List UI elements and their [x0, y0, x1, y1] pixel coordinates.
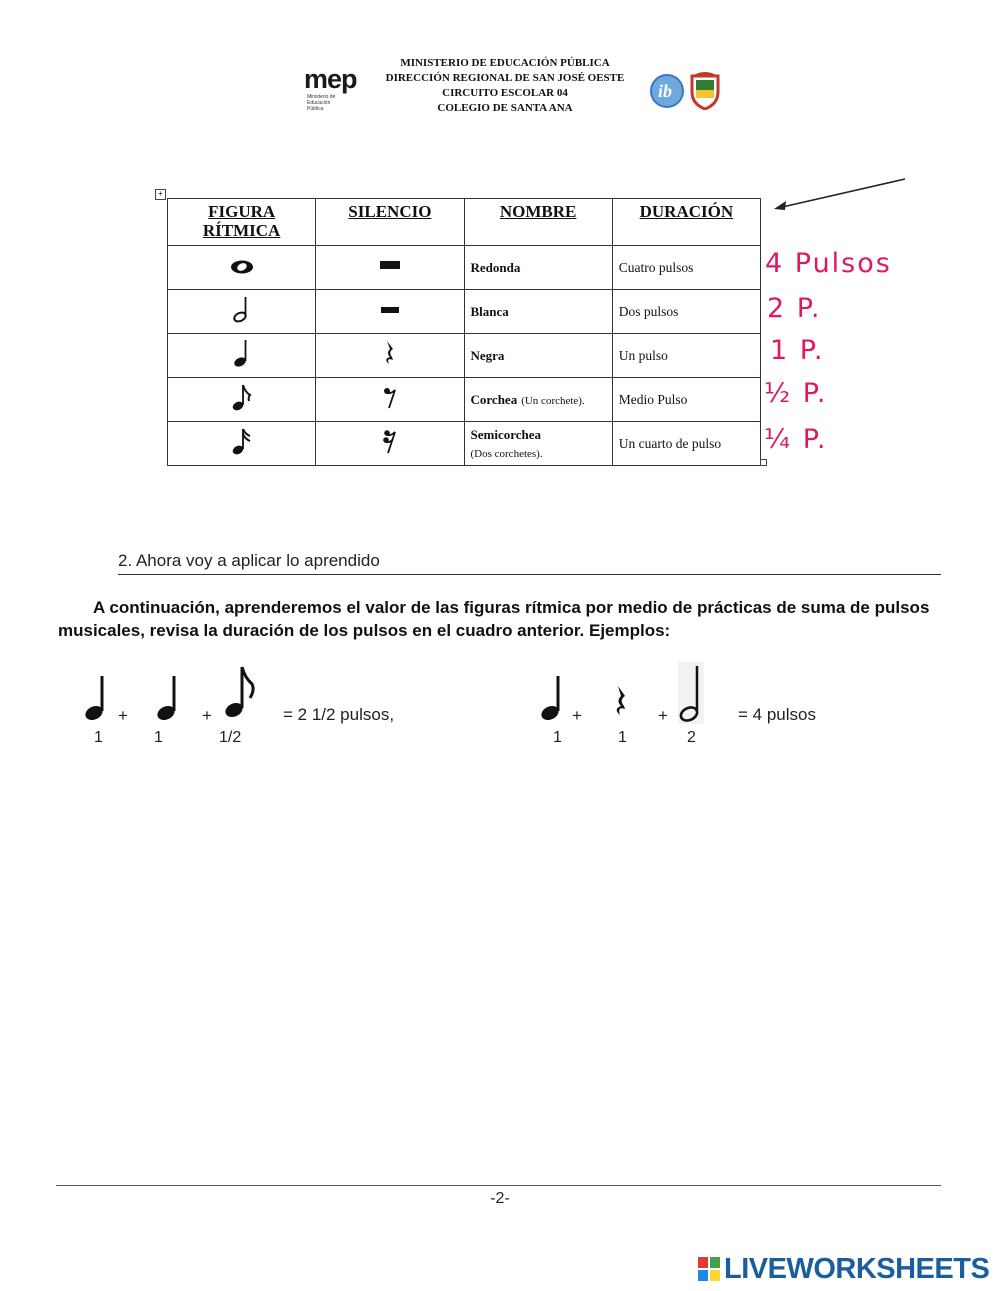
table-row-name: Semicorchea (Dos corchetes). [464, 422, 612, 466]
handwritten-note: 4 Pulsos [765, 248, 892, 279]
half-note-icon [168, 290, 316, 334]
arrow-icon [770, 175, 910, 215]
table-row-duration: Cuatro pulsos [612, 246, 760, 290]
table-row-name: Redonda [464, 246, 612, 290]
quarter-rest-icon [612, 684, 630, 718]
section-title: 2. Ahora voy a aplicar lo aprendido [118, 551, 380, 570]
example-value: 1 [618, 729, 627, 746]
eighth-note-icon [168, 378, 316, 422]
ib-logo-text: ib [658, 81, 673, 101]
rhythm-table [167, 198, 761, 466]
header-line-1: MINISTERIO DE EDUCACIÓN PÚBLICA [400, 57, 610, 69]
header-nombre: NOMBRE [464, 199, 612, 246]
table-row-name: Blanca [464, 290, 612, 334]
example-value: 2 [687, 729, 696, 746]
half-note-icon [678, 662, 704, 724]
mep-logo-subtext: Ministerio de Educación Pública [307, 94, 336, 112]
instructions-paragraph: A continuación, aprenderemos el valor de las figuras rítmica por medio de prácticas de suma de pulsos musicales, revisa la duración de los pulsos en el cuadro anterior. Ejemplos: [58, 598, 930, 640]
section-divider [118, 574, 941, 575]
table-row-name: Negra [464, 334, 612, 378]
mep-logo [304, 64, 366, 112]
liveworksheets-badge-icon [698, 1257, 720, 1281]
quarter-note-icon [168, 334, 316, 378]
whole-rest-icon [316, 246, 464, 290]
handwritten-note: 1 P. [770, 335, 825, 366]
table-move-handle[interactable]: + [155, 189, 166, 200]
table-row-duration: Un pulso [612, 334, 760, 378]
plus-sign: + [118, 706, 128, 725]
sixteenth-rest-icon [316, 422, 464, 466]
table-row-duration: Un cuarto de pulso [612, 422, 760, 466]
quarter-note-icon [156, 674, 182, 722]
whole-note-icon [168, 246, 316, 290]
plus-sign: + [202, 706, 212, 725]
handwritten-note: ¼ P. [764, 424, 828, 455]
table-row [168, 378, 761, 422]
example-value: 1/2 [219, 729, 242, 746]
school-crest-icon [688, 70, 722, 110]
ib-logo [650, 74, 684, 108]
eighth-note-icon [224, 664, 256, 720]
header-silencio: SILENCIO [316, 199, 464, 246]
header-duracion: DURACIÓN [612, 199, 760, 246]
example-value: 1 [553, 729, 562, 746]
table-row [168, 290, 761, 334]
plus-sign: + [572, 706, 582, 725]
page-number: -2- [490, 1190, 510, 1207]
example-value: 1 [94, 729, 103, 746]
table-resize-handle[interactable] [760, 459, 767, 466]
handwritten-note: ½ P. [764, 378, 828, 409]
quarter-note-icon [540, 674, 566, 722]
header-line-3: CIRCUITO ESCOLAR 04 [442, 87, 568, 99]
table-row [168, 334, 761, 378]
quarter-rest-icon [316, 334, 464, 378]
table-header-row [168, 199, 761, 246]
header-line-2: DIRECCIÓN REGIONAL DE SAN JOSÉ OESTE [385, 72, 625, 84]
example-value: 1 [154, 729, 163, 746]
table-row-duration: Dos pulsos [612, 290, 760, 334]
half-rest-icon [316, 290, 464, 334]
example-result: = 2 1/2 pulsos, [283, 705, 395, 724]
institution-header [380, 56, 630, 116]
table-row [168, 246, 761, 290]
mep-logo-text: mep [304, 64, 357, 94]
example-result: = 4 pulsos [738, 705, 816, 724]
table-row [168, 422, 761, 466]
footer-divider [56, 1185, 941, 1186]
handwritten-note: 2 P. [767, 293, 822, 324]
liveworksheets-text: LIVEWORKSHEETS [724, 1253, 990, 1285]
table-row-name: Corchea (Un corchete). [464, 378, 612, 422]
plus-sign: + [658, 706, 668, 725]
quarter-note-icon [84, 674, 110, 722]
header-line-4: COLEGIO DE SANTA ANA [437, 102, 573, 114]
sixteenth-note-icon [168, 422, 316, 466]
table-row-duration: Medio Pulso [612, 378, 760, 422]
eighth-rest-icon [316, 378, 464, 422]
header-figura: FIGURA RÍTMICA [168, 199, 316, 246]
